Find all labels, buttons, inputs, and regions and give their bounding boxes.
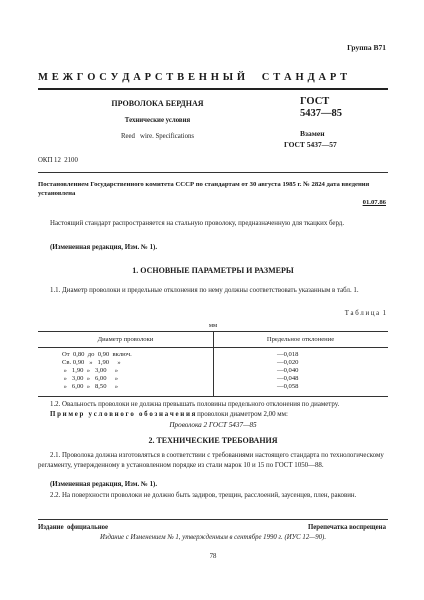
example-line [50,411,388,418]
example-label: П р и м е р у с л о в н о г о о б о з н а ч е н и я [50,411,196,418]
clause-1-2: 1.2. Овальность проволоки не должна превышать половины предельного отклонения по диаметру. [50,401,340,408]
okp-code: ОКП 12 2100 [38,157,78,164]
decree-date: 01.07.86 [362,199,386,206]
table-cell-deviation: —0,048 [277,375,299,382]
heading-rule [38,88,388,90]
document-title: ПРОВОЛОКА БЕРДНАЯ [111,99,204,108]
table-cell-deviation: —0,018 [277,351,299,358]
table-cell-deviation: —0,020 [277,359,299,366]
gost-label: ГОСТ [300,96,330,107]
example-text: проволоки диаметром 2,00 мм: [197,411,288,418]
table-header-rule [38,347,388,348]
table-bottom-rule [38,396,388,397]
example-designation: Проволока 2 ГОСТ 5437—85 [169,421,257,429]
section-1-title: 1. ОСНОВНЫЕ ПАРАМЕТРЫ И РАЗМЕРЫ [132,266,294,275]
table-header-deviation: Предельное отклонение [266,336,335,343]
clause-2-2: 2.2. На поверхности проволоки не должно быть задиров, трещин, расслоений, заусенцев, плен, раковин. [50,492,357,499]
table-column-divider [213,331,214,397]
table-row: » 1,90 » 3,00 » [62,367,119,374]
footer-rule [38,519,388,520]
amendment-note-1: (Измененная редакция, Изм. № 1). [50,244,158,251]
clause-2-1: 2.1. Проволока должна изготовляться в соответствии с требованиями настоящего стандарта по технологическому регламенту, утвержденному в установленном порядке из стали марок 10 и 15 по ГОСТ 1050—88. [38,452,384,469]
footer-official-edition: Издание официальное [38,524,109,531]
group-code: Группа В71 [347,43,386,52]
standard-heading: М Е Ж Г О С У Д А Р С Т В Е Н Н Ы Й С Т А Н Д А Р Т [38,72,348,83]
amendment-note-2: (Измененная редакция, Изм. № 1). [50,481,158,488]
table-row: От 0,80 до 0,90 включ. [62,351,132,358]
clause-1-1: 1.1. Диаметр проволоки и предельные отклонения по нему должны соответствовать указанным в табл. 1. [50,287,359,294]
table-row: Св. 0,90 » 1,90 » [62,359,121,366]
scope-paragraph: Настоящий стандарт распространяется на стальную проволоку, предназначенную для ткацких берд. [50,220,345,227]
table-header-diameter: Диаметр проволоки [97,336,154,343]
table-row: » 6,00 » 8,50 » [62,383,119,390]
footer-reprint-prohibited: Перепечатка воспрещена [308,524,386,531]
footer-amendment-note: Издание с Изменением № 1, утвержденным в сентябре 1990 г. (ИУС 12—90). [99,534,327,541]
table-cell-deviation: —0,058 [277,383,299,390]
table-unit: мм [208,322,218,329]
replaces-value: ГОСТ 5437—57 [284,140,337,149]
table-row: » 3,00 » 6,00 » [62,375,119,382]
gost-number: 5437—85 [300,108,342,119]
table-cell-deviation: —0,040 [277,367,299,374]
english-title: Reed wire. Specifications [120,133,195,140]
okp-rule [38,172,388,173]
page-number: 78 [209,553,217,560]
replaces-label: Взамен [300,129,325,138]
section-2-title: 2. ТЕХНИЧЕСКИЕ ТРЕБОВАНИЯ [148,436,278,445]
decree-text: Постановлением Государственного комитета СССР по стандартам от 30 августа 1985 г. № 2824 дата введения установлена [38,181,370,197]
document-subtitle: Технические условия [124,117,191,124]
table-label: Т а б л и ц а 1 [344,310,386,317]
